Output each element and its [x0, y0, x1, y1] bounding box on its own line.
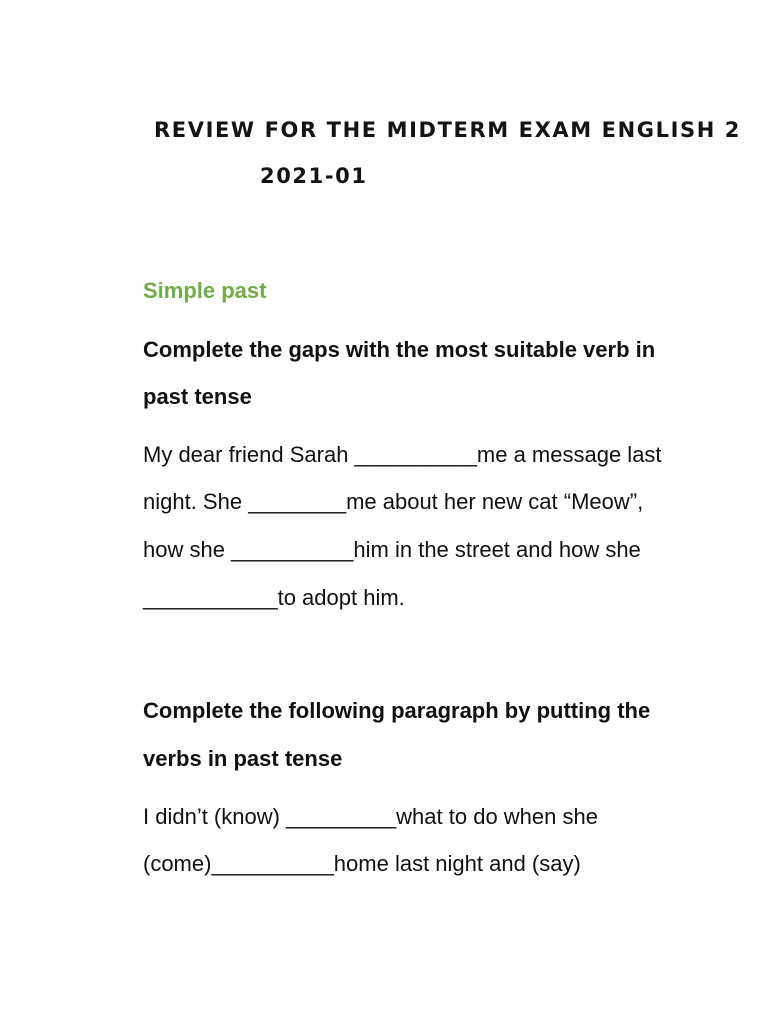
exercise1-text-line-4: ___________to adopt him.: [143, 585, 405, 610]
exercise1-text-line-1: My dear friend Sarah __________me a message last: [143, 442, 662, 467]
exercise2-instruction-line-2: verbs in past tense: [143, 746, 343, 771]
exercise1-text-line-2: night. She ________me about her new cat “Meow”,: [143, 489, 644, 514]
exercise2-text-line-2: (come)__________home last night and (say): [143, 851, 581, 876]
exercise1-instruction-line-2: past tense: [143, 384, 252, 409]
document-title-line-1: REVIEW FOR THE MIDTERM EXAM ENGLISH 2: [154, 118, 741, 142]
exercise2-instruction-line-1: Complete the following paragraph by putting the: [143, 698, 651, 723]
document-title-line-2: 2021-01: [260, 164, 368, 188]
exercise1-text-line-3: how she __________him in the street and how she: [143, 537, 641, 562]
exercise2-text-line-1: I didn’t (know) _________what to do when she: [143, 804, 598, 829]
exercise1-instruction-line-1: Complete the gaps with the most suitable verb in: [143, 337, 656, 362]
section-heading-simple-past: Simple past: [143, 278, 267, 303]
